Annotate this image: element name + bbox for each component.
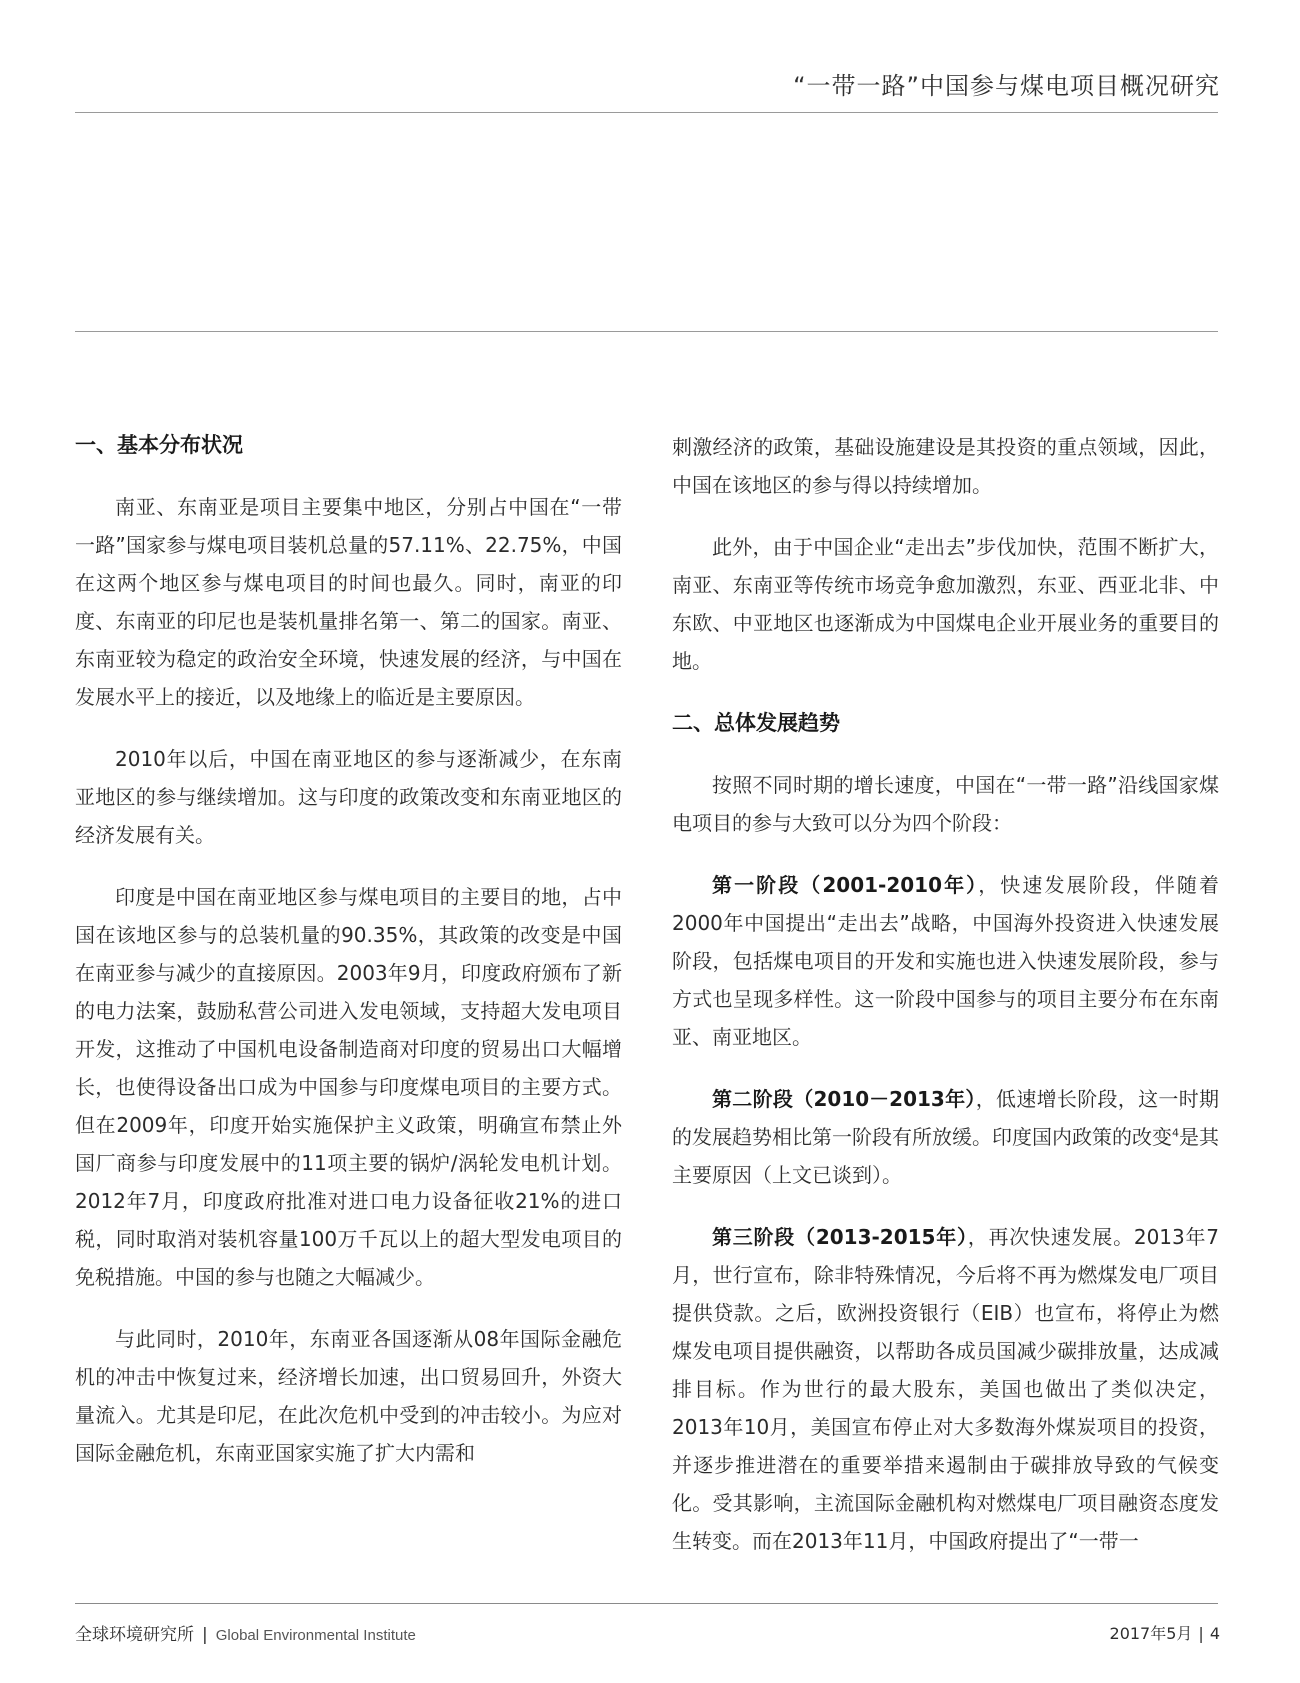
left-column <box>75 428 622 1496</box>
page-header-title: “一带一路”中国参与煤电项目概况研究 <box>793 72 1220 100</box>
footer-org-en: Global Environmental Institute <box>215 1627 416 1644</box>
paragraph: 印度是中国在南亚地区参与煤电项目的主要目的地，占中国在该地区参与的总装机量的90.35%，其政策的改变是中国在南亚参与减少的直接原因。2003年9月，印度政府颁布了新的电力法案，鼓励私营公司进入发电领域，支持超大发电项目开发，这推动了中国机电设备制造商对印度的贸易出口大幅增长，也使得设备出口成为中国参与印度煤电项目的主要方式。但在2009年，印度开始实施保护主义政策，明确宣布禁止外国厂商参与印度发展中的11项主要的锅炉/涡轮发电机计划。2012年7月，印度政府批准对进口电力设备征收21%的进口税，同时取消对装机容量100万千瓦以上的超大型发电项目的免税措施。中国的参与也随之大幅减少。 <box>75 885 622 1289</box>
footer-separator: | <box>202 1625 208 1645</box>
footer-date: 2017年5月 <box>1109 1624 1193 1643</box>
footer-rule <box>75 1603 1218 1604</box>
header-rule <box>75 112 1218 113</box>
footnote-marker[interactable]: 4 <box>1172 1126 1179 1140</box>
paragraph: 与此同时，2010年，东南亚各国逐渐从08年国际金融危机的冲击中恢复过来，经济增长加速，出口贸易回升，外资大量流入。尤其是印尼，在此次危机中受到的冲击较小。为应对国际金融危机，东南亚国家实施了扩大内需和 <box>75 1327 622 1465</box>
phase-2-paragraph <box>672 1080 1219 1194</box>
phase-3-paragraph <box>672 1218 1219 1560</box>
phase-2-text-after: 是其主要原因（上文已谈到）。 <box>672 1125 1219 1187</box>
footer-organization <box>75 1620 416 1645</box>
right-column <box>672 428 1219 1584</box>
paragraph: 此外，由于中国企业“走出去”步伐加快，范围不断扩大，南亚、东南亚等传统市场竞争愈加激烈，东亚、西亚北非、中东欧、中亚地区也逐渐成为中国煤电企业开展业务的重要目的地。 <box>672 535 1219 673</box>
phase-1-paragraph <box>672 866 1219 1056</box>
paragraph: 2010年以后，中国在南亚地区的参与逐渐减少，在东南亚地区的参与继续增加。这与印度的政策改变和东南亚地区的经济发展有关。 <box>75 747 622 847</box>
phase-2-label: 第二阶段（2010－2013年） <box>712 1087 976 1111</box>
page-number: 4 <box>1209 1624 1220 1643</box>
paragraph: 南亚、东南亚是项目主要集中地区，分别占中国在“一带一路”国家参与煤电项目装机总量的57.11%、22.75%，中国在这两个地区参与煤电项目的时间也最久。同时，南亚的印度、东南亚的印尼也是装机量排名第一、第二的国家。南亚、东南亚较为稳定的政治安全环境，快速发展的经济，与中国在发展水平上的接近，以及地缘上的临近是主要原因。 <box>75 495 622 709</box>
section-heading-distribution: 一、基本分布状况 <box>75 432 243 457</box>
phase-3-text: ，再次快速发展。2013年7月，世行宣布，除非特殊情况，今后将不再为燃煤发电厂项目提供贷款。之后，欧洲投资银行（EIB）也宣布，将停止为燃煤发电项目提供融资，以帮助各成员国减少碳排放量，达成减排目标。作为世行的最大股东，美国也做出了类似决定，2013年10月，美国宣布停止对大多数海外煤炭项目的投资，并逐步推进潜在的重要举措来遏制由于碳排放导致的气候变化。受其影响，主流国际金融机构对燃煤电厂项目融资态度发生转变。而在2013年11月，中国政府提出了“一带一 <box>672 1225 1219 1553</box>
section-rule <box>75 331 1218 332</box>
footer-org-cn: 全球环境研究所 <box>75 1625 194 1645</box>
phase-2-text: ，低速增长阶段，这一时期的发展趋势相比第一阶段有所放缓。印度国内政策的改变 <box>672 1087 1220 1149</box>
section-heading-trends: 二、总体发展趋势 <box>672 710 840 735</box>
paragraph-intro: 按照不同时期的增长速度，中国在“一带一路”沿线国家煤电项目的参与大致可以分为四个阶段： <box>672 773 1219 835</box>
paragraph-continuation: 刺激经济的政策，基础设施建设是其投资的重点领域，因此，中国在该地区的参与得以持续增加。 <box>672 435 1219 497</box>
phase-1-text: ，快速发展阶段，伴随着2000年中国提出“走出去”战略，中国海外投资进入快速发展阶段，包括煤电项目的开发和实施也进入快速发展阶段，参与方式也呈现多样性。这一阶段中国参与的项目主要分布在东南亚、南亚地区。 <box>672 873 1219 1049</box>
phase-3-label: 第三阶段（2013-2015年） <box>712 1225 968 1249</box>
phase-1-label: 第一阶段（2001-2010年） <box>712 873 979 897</box>
footer-separator: | <box>1198 1624 1204 1643</box>
footer-page-info <box>1110 1621 1220 1644</box>
